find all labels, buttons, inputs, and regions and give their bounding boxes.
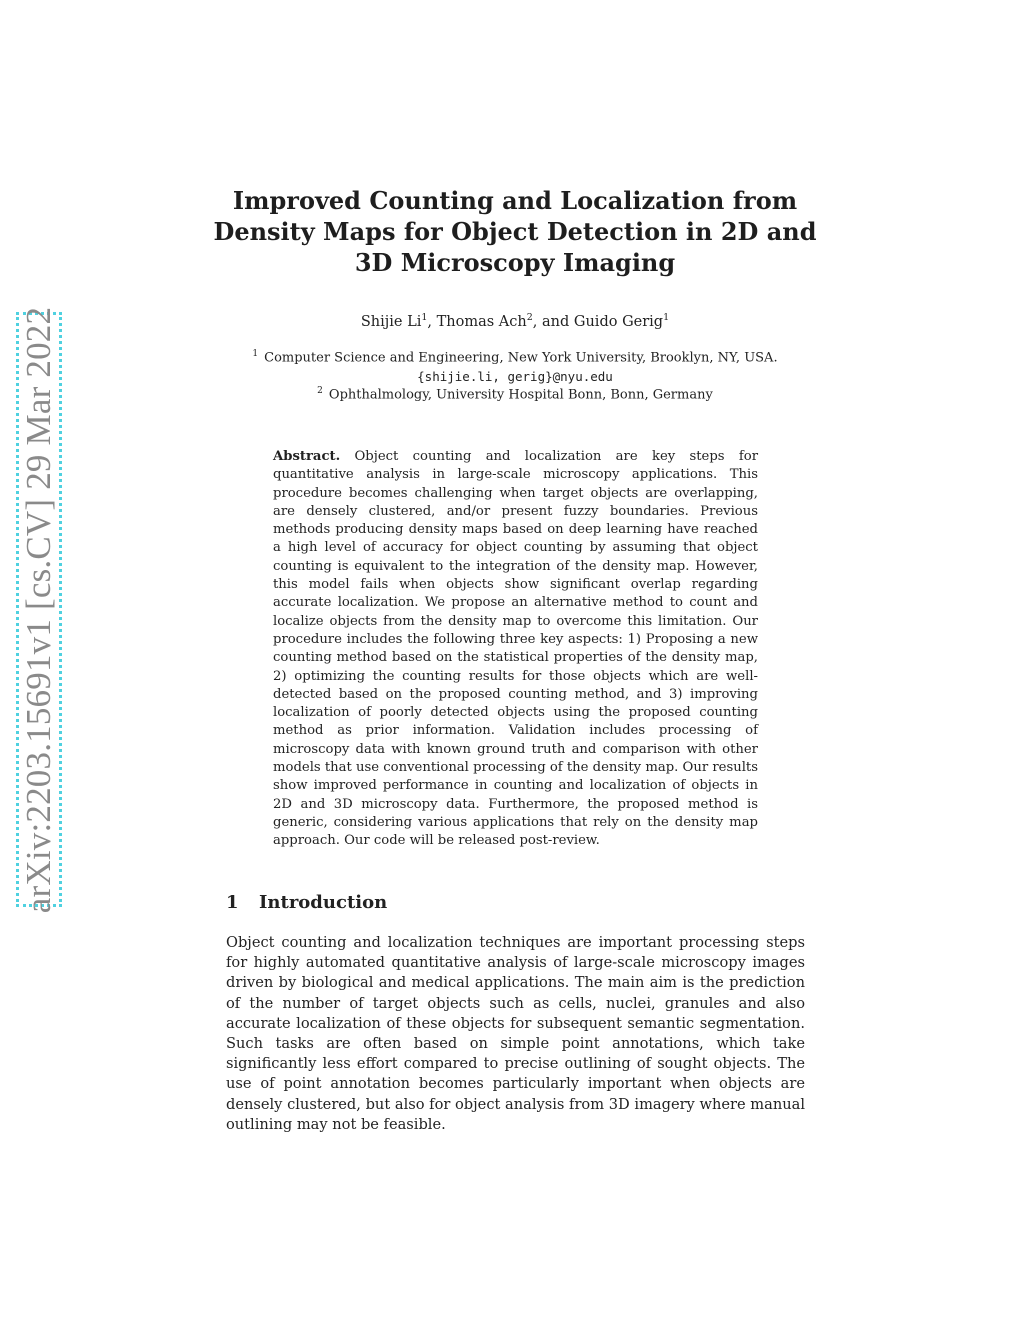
- affiliation-text: Ophthalmology, University Hospital Bonn, Bonn, Germany: [328, 387, 713, 403]
- author-list: [200, 312, 830, 330]
- arxiv-identifier: arXiv:2203.15691v1 [cs.CV] 29 Mar 2022: [19, 306, 58, 913]
- affiliation-text: Computer Science and Engineering, New York University, Brooklyn, NY, USA.: [264, 350, 778, 366]
- author-affiliation-mark: 2: [526, 312, 533, 323]
- section-body: Object counting and localization techniques are important processing steps for highly automated quantitative analysis of large-scale microscopy images driven by biological and medical applications. The main aim is the prediction of the number of target objects such as cells, nuclei, granules and also accurate localization of these objects for subsequent semantic segmentation. Such tasks are often based on simple point annotations, which take significantly less effort compared to precise outlining of sought objects. The use of point annotation becomes particularly important when objects are densely clustered, but also for object analysis from 3D imagery where manual outlining may not be feasible.: [226, 934, 805, 1133]
- affiliation: [200, 386, 830, 402]
- author-email: {shijie.li, gerig}@nyu.edu: [417, 369, 613, 384]
- section-title: Introduction: [259, 892, 388, 913]
- affiliation-mark: 2: [317, 386, 323, 396]
- abstract: [273, 448, 758, 851]
- section-number: 1: [226, 892, 239, 913]
- paper-title: Improved Counting and Localization from Density Maps for Object Detection in 2D and 3D Microscopy Imaging: [213, 186, 817, 277]
- author-name: Shijie Li: [360, 313, 422, 330]
- arxiv-stamp: [16, 306, 62, 913]
- author-separator: , and: [532, 313, 574, 330]
- author-name: Guido Gerig: [573, 313, 664, 330]
- section-heading: [226, 892, 387, 913]
- affiliation: [200, 349, 830, 365]
- author-affiliation-mark: 1: [663, 312, 670, 323]
- abstract-text: Object counting and localization are key steps for quantitative analysis in large-scale microscopy applications. This procedure becomes challenging when target objects are overlapping, are densely clustered, and/or present fuzzy boundaries. Previous methods producing density maps based on deep learning have reached a high level of accuracy for object counting by assuming that object counting is equivalent to the integration of the density map. However, this model fails when objects show significant overlap regarding accurate localization. We propose an alternative method to count and localize objects from the density map to overcome this limitation. Our procedure includes the following three key aspects: 1) Proposing a new counting method based on the statistical properties of the density map, 2) optimizing the counting results for those objects which are well-detected based on the proposed counting method, and 3) improving localization of poorly detected objects using the proposed counting method as prior information. Validation includes processing of microscopy data with known ground truth and comparison with other models that use conventional processing of the density map. Our results show improved performance in counting and localization of objects in 2D and 3D microscopy data. Furthermore, the proposed method is generic, considering various applications that rely on the density map approach. Our code will be released post-review.: [273, 449, 758, 849]
- author-name: Thomas Ach: [436, 313, 527, 330]
- affiliation-mark: 1: [252, 349, 259, 359]
- author-affiliation-mark: 1: [421, 312, 428, 323]
- author-separator: ,: [427, 313, 437, 330]
- abstract-label: Abstract.: [273, 449, 341, 464]
